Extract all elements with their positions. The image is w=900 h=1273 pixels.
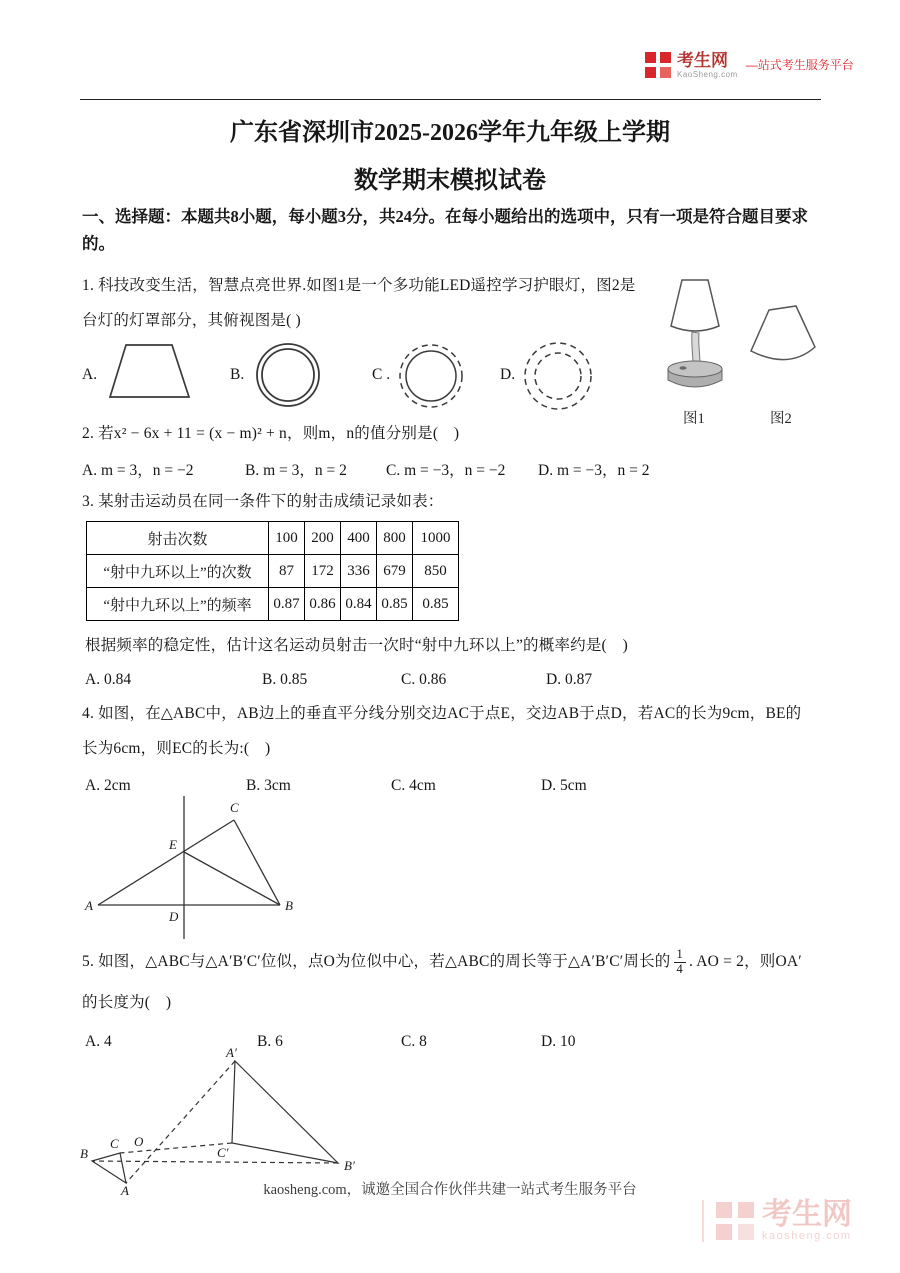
q2-options: [82, 458, 649, 480]
table-cell: 172: [305, 555, 341, 588]
q2-stem: 2. 若x² − 6x + 11 = (x − m)² + n，则m，n的值分别是( ): [82, 425, 460, 442]
q3-options: [85, 671, 592, 689]
watermark-logo-icon: [716, 1202, 754, 1240]
q4-label-B: B: [285, 898, 293, 913]
q5-label-B-prime: B′: [344, 1158, 355, 1173]
logo-name: 考生网: [677, 51, 728, 70]
table-cell: 0.85: [377, 588, 413, 621]
table-cell: 800: [377, 522, 413, 555]
q5-option-c: C. 8: [401, 1033, 427, 1050]
q5-option-d: D. 10: [541, 1033, 576, 1050]
table-cell: 0.86: [305, 588, 341, 621]
exam-title-line1: 广东省深圳市2025-2026学年九年级上学期: [230, 120, 670, 146]
q3-option-b: B. 0.85: [262, 671, 308, 688]
q1-option-d-label: D.: [500, 366, 516, 383]
q3-option-d: D. 0.87: [546, 671, 593, 688]
q4-option-a: A. 2cm: [85, 777, 131, 794]
table-row-header: [87, 522, 459, 555]
q5-similar-triangles-figure: [78, 1045, 383, 1197]
q2-option-c: C. m = −3，n = −2: [386, 462, 506, 479]
kaosheng-logo: [645, 52, 854, 79]
table-cell: 0.85: [413, 588, 459, 621]
q1-option-a-label: A.: [82, 366, 98, 383]
q2-option-a: A. m = 3，n = −2: [82, 462, 194, 479]
q5-stem-before: 5. 如图，△ABC与△A′B′C′位似，点O为位似中心，若△ABC的周长等于△A′B′C′周长的: [82, 952, 671, 970]
table-cell: 336: [341, 555, 377, 588]
q4-option-c: C. 4cm: [391, 777, 436, 794]
q1-option-c-circles: [396, 341, 466, 411]
fraction-numerator: 1: [674, 948, 686, 963]
fraction-one-quarter: [674, 948, 686, 977]
watermark-text-block: [762, 1200, 852, 1242]
logo-tagline: —站式考生服务平台: [745, 58, 854, 72]
q1-option-b-circles: [253, 340, 323, 410]
table-cell: “射中九环以上”的频率: [87, 588, 269, 621]
kaosheng-watermark: [702, 1200, 852, 1242]
q4-label-D: D: [169, 909, 179, 924]
shooting-results-table: [86, 521, 459, 621]
q1-option-a-trapezoid: [102, 340, 197, 402]
table-cell: 850: [413, 555, 459, 588]
logo-text-block: [677, 52, 738, 79]
q4-option-b: B. 3cm: [246, 777, 291, 794]
kaosheng-logo-icon: [645, 52, 671, 78]
q5-label-C: C: [110, 1136, 119, 1151]
table-row-frequency: [87, 588, 459, 621]
table-cell: 100: [269, 522, 305, 555]
table-cell: 射击次数: [87, 522, 269, 555]
table-cell: 679: [377, 555, 413, 588]
table-row-counts: [87, 555, 459, 588]
lampshade-figure: [745, 303, 821, 381]
fig2-caption: 图2: [770, 411, 792, 427]
q5-label-C-prime: C′: [217, 1145, 229, 1160]
exam-title-line2: 数学期末模拟试卷: [354, 168, 546, 194]
q5-stem: [82, 948, 802, 977]
watermark-name: 考生网: [762, 1198, 852, 1231]
q3-option-c: C. 0.86: [401, 671, 447, 688]
q4-stem-line2: 长为6cm，则EC的长为:( ): [82, 740, 271, 757]
q1-option-c-label: C .: [372, 366, 391, 383]
header-divider: [80, 99, 821, 100]
q5-label-B: B: [80, 1146, 88, 1161]
q5-label-A-prime: A′: [226, 1045, 237, 1060]
section-heading: 一、选择题：本题共8小题，每小题3分，共24分。在每小题给出的选项中，只有一项是符合题目要求的。: [82, 207, 808, 253]
q4-option-d: D. 5cm: [541, 777, 587, 794]
watermark-domain: kaosheng.com: [762, 1230, 852, 1242]
q1-stem-line1: 1. 科技改变生活，智慧点亮世界.如图1是一个多功能LED遥控学习护眼灯，图2是: [82, 277, 636, 294]
q3-option-a: A. 0.84: [85, 671, 132, 688]
table-cell: 200: [305, 522, 341, 555]
q1-option-d-circles: [521, 339, 595, 413]
q5-option-b: B. 6: [257, 1033, 283, 1050]
q3-stem: 3. 某射击运动员在同一条件下的射击成绩记录如表：: [82, 493, 444, 510]
q4-label-C: C: [230, 800, 239, 815]
table-cell: 1000: [413, 522, 459, 555]
q5-option-a: A. 4: [85, 1033, 112, 1050]
q1-stem-line2: 台灯的灯罩部分，其俯视图是( ): [82, 312, 301, 329]
table-cell: 0.87: [269, 588, 305, 621]
q5-label-A: A: [121, 1183, 129, 1197]
q4-label-A: A: [85, 898, 93, 913]
q3-followup: 根据频率的稳定性，估计这名运动员射击一次时“射中九环以上”的概率约是( ): [85, 637, 628, 654]
table-cell: 400: [341, 522, 377, 555]
q4-label-E: E: [169, 837, 177, 852]
q2-option-b: B. m = 3，n = 2: [245, 462, 347, 479]
table-cell: 87: [269, 555, 305, 588]
fraction-denominator: 4: [676, 961, 683, 976]
q5-stem-after: . AO = 2，则OA′: [688, 952, 802, 970]
q2-option-d: D. m = −3，n = 2: [538, 462, 650, 479]
logo-domain: KaoSheng.com: [677, 70, 738, 79]
q5-stem-line2: 的长度为( ): [82, 994, 172, 1011]
table-cell: 0.84: [341, 588, 377, 621]
table-cell: “射中九环以上”的次数: [87, 555, 269, 588]
q4-triangle-figure: [84, 792, 309, 944]
desk-lamp-figure: [655, 276, 735, 404]
q1-option-b-label: B.: [230, 366, 245, 383]
fig1-caption: 图1: [683, 411, 705, 427]
q4-stem-line1: 4. 如图，在△ABC中，AB边上的垂直平分线分别交边AC于点E，交边AB于点D，若AC的长为9cm，BE的: [82, 705, 802, 722]
q5-label-O: O: [134, 1134, 144, 1149]
footer-text: kaosheng.com，诚邀全国合作伙伴共建一站式考生服务平台: [263, 1182, 637, 1198]
